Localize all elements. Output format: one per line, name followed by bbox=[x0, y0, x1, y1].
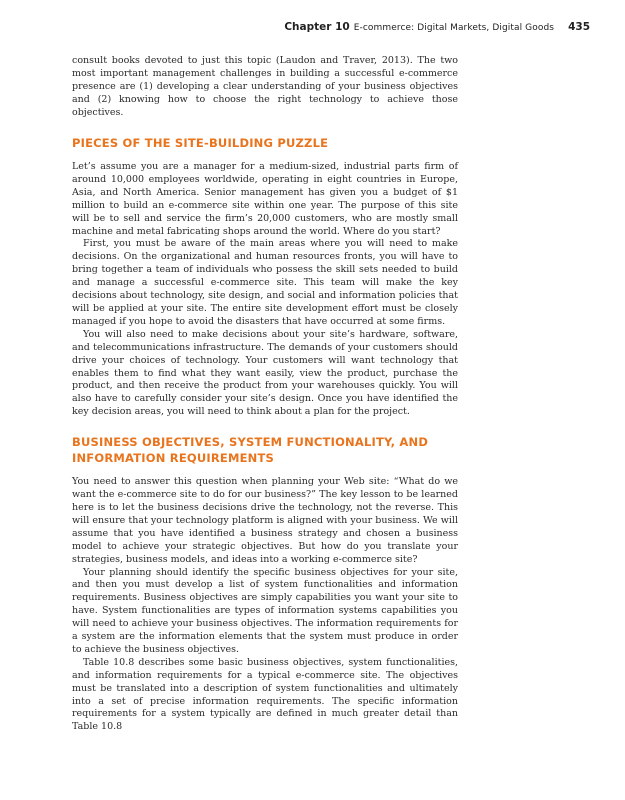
chapter-label: Chapter 10 bbox=[284, 21, 350, 33]
body-paragraph: You will also need to make decisions about your site’s hardware, software, and telecommunications infrastructure. The demands of your customers should drive your choices of technology. Your customers will want technology that enables them to find what they want easily, view the product, purchase the product, and then receive the product from your warehouses quickly. You will also have to carefully consider your site’s design. Once you have identified the key decision areas, you will need to think about a plan for the project. bbox=[72, 328, 458, 418]
page-body bbox=[72, 55, 458, 734]
body-paragraph: First, you must be aware of the main areas where you will need to make decisions. On the organizational and human resources fronts, you will have to bring together a team of individuals who possess the skill sets needed to build and manage a successful e-commerce site. This team will make the key decisions about technology, site design, and social and information policies that will be applied at your site. The entire site development effort must be closely managed if you hope to avoid the disasters that have occurred at some firms. bbox=[72, 238, 458, 327]
body-paragraph: You need to answer this question when planning your Web site: “What do we want the e-commerce site to do for our business?” The key lesson to be learned here is to let the business decisions drive the technology, not the reverse. This will ensure that your technology platform is aligned with your business. We will assume that you have identified a business strategy and chosen a business model to achieve your strategic objectives. But how do you translate your strategies, business models, and ideas into a working e-commerce site? bbox=[72, 476, 458, 565]
page-number: 435 bbox=[568, 21, 590, 33]
section-heading-site-building: PIECES OF THE SITE-BUILDING PUZZLE bbox=[72, 135, 329, 150]
running-header bbox=[72, 21, 590, 37]
intro-paragraph: consult books devoted to just this topic (Laudon and Traver, 2013). The two most important management challenges in building a successful e-commerce presence are (1) developing a clear understanding of your business objectives and (2) knowing how to choose the right technology to achieve those objectives. bbox=[72, 55, 458, 118]
body-paragraph: Let’s assume you are a manager for a medium-sized, industrial parts firm of around 10,000 employees worldwide, operating in eight countries in Europe, Asia, and North America. Senior management has given you a budget of $1 million to build an e-commerce site within one year. The purpose of this site will be to sell and service the firm’s 20,000 customers, who are mostly small machine and metal fabricating shops around the world. Where do you start? bbox=[72, 161, 458, 237]
body-paragraph: Your planning should identify the specific business objectives for your site, and then you must develop a list of system functionalities and information requirements. Business objectives are simply capabilities you want your site to have. System functionalities are types of information systems capabilities you will need to achieve your business objectives. The information requirements for a system are the information elements that the system must produce in order to achieve the business objectives. bbox=[72, 566, 458, 655]
section-heading-business-objectives: BUSINESS OBJECTIVES, SYSTEM FUNCTIONALITY, AND INFORMATION REQUIREMENTS bbox=[72, 435, 429, 465]
chapter-subtitle: E-commerce: Digital Markets, Digital Goods bbox=[353, 23, 555, 33]
body-paragraph: Table 10.8 describes some basic business objectives, system functionalities, and information requirements for a typical e-commerce site. The objectives must be translated into a description of system functionalities and ultimately into a set of precise information requirements. The specific information requirements for a system typically are defined in much greater detail than Table 10.8 bbox=[72, 656, 458, 733]
